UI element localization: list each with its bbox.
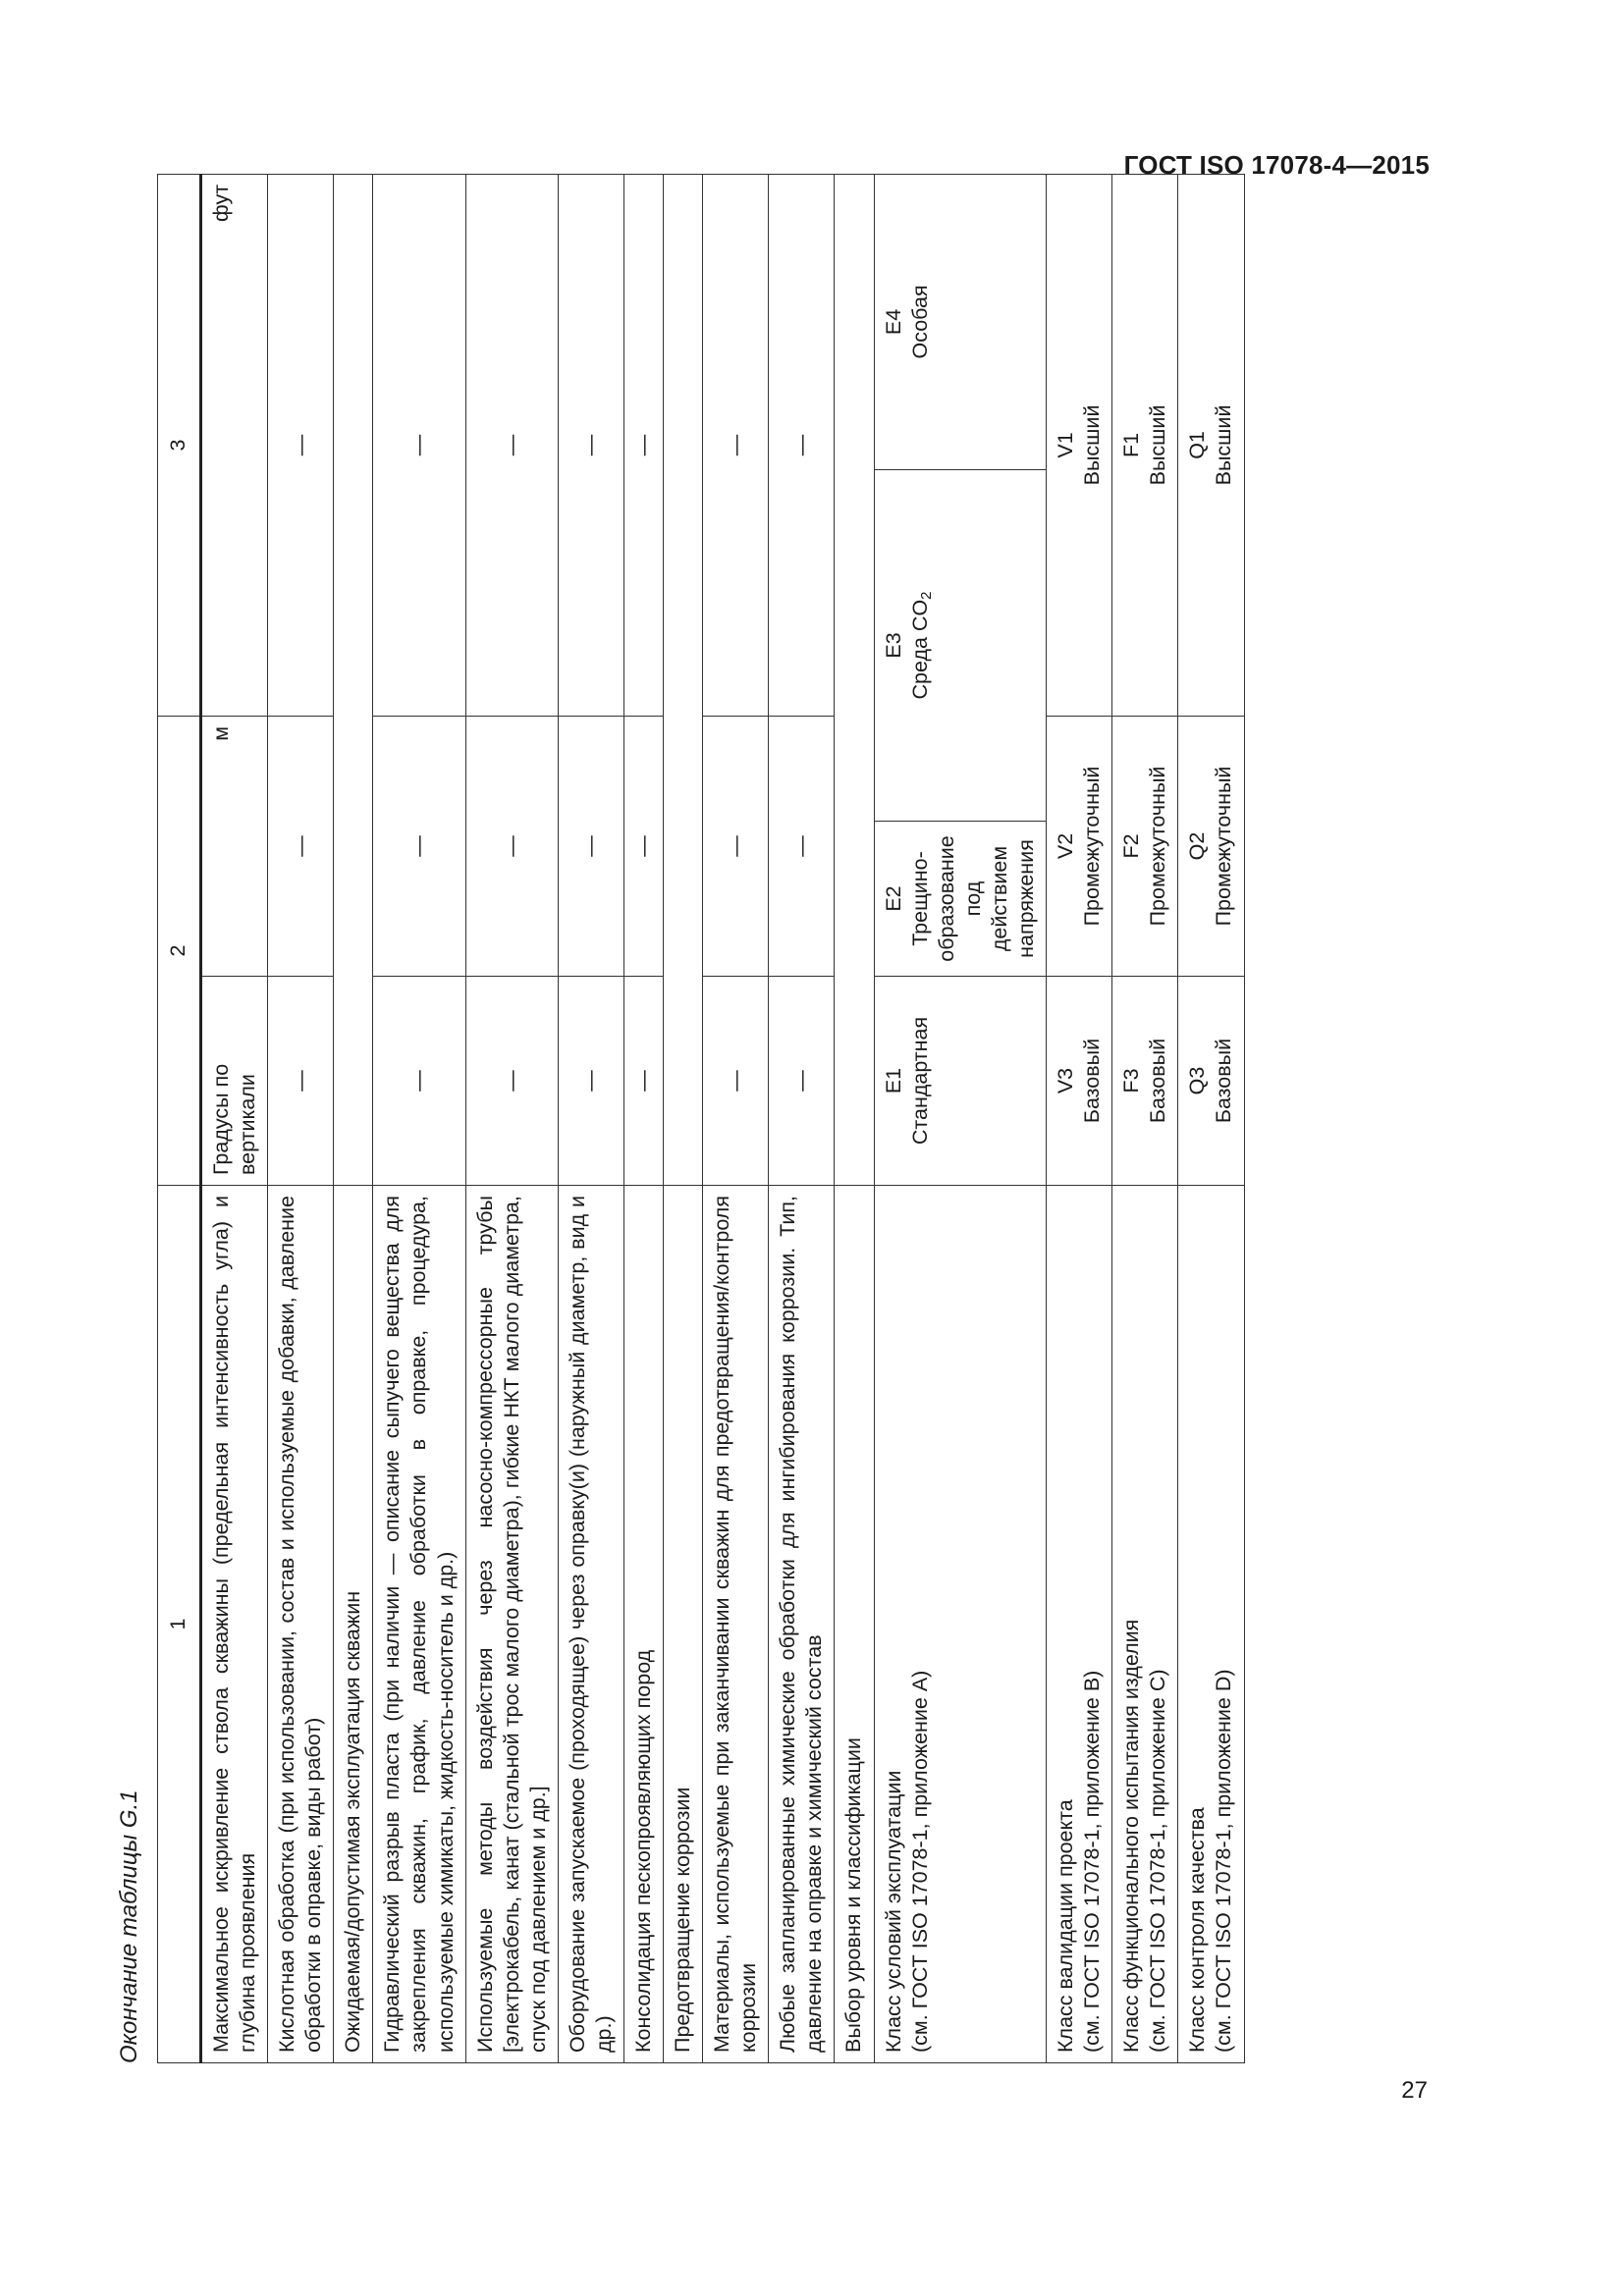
cell-dash: — [373, 716, 465, 976]
table-row [769, 174, 835, 2062]
grade-row [1112, 174, 1178, 2062]
section-title: Выбор уровня и классификации [835, 1186, 874, 2063]
section-title: Ожидаемая/допустимая эксплуатация скважин [334, 1186, 373, 2063]
cell-dash: — [268, 977, 334, 1186]
grade-highest: F1 Высший [1112, 174, 1178, 716]
cell-dash: — [624, 174, 664, 716]
section-row [835, 174, 874, 2062]
row-description: Используемые методы воздействия через насосно-компрессорные трубы [электрокабель, канат (стальной трос малого диаметра), гибкие НКТ малого диаметра, спуск под давлением и др.] [465, 1186, 558, 2063]
cell-dash: — [465, 174, 558, 716]
row-description: Оборудование запускаемое (проходящее) через оправку(и) (наружный диаметр, вид и др.) [558, 1186, 623, 2063]
service-class-description: Класс условий эксплуатации (см. ГОСТ ISO 17078-1, приложение А) [874, 1186, 1046, 2063]
service-class-e3-text: E3 Среда CO [881, 599, 932, 700]
table-caption: Окончание таблицы G.1 [116, 1789, 142, 2063]
row-description: Материалы, используемые при заканчивании скважин для предотвращения/контроля коррозии [703, 1186, 769, 2063]
cell-dash: — [465, 716, 558, 976]
table-row [465, 174, 558, 2062]
cell-dash: — [703, 716, 769, 976]
cell-dash: — [268, 716, 334, 976]
table-row [558, 174, 623, 2062]
page-number: 27 [1401, 2077, 1428, 2104]
cell-dash: — [769, 174, 835, 716]
cell-dash: — [624, 716, 664, 976]
row-description: Любые запланированные химические обработки для ингибирования коррозии. Тип, давление на оправке и химический состав [769, 1186, 835, 2063]
grade-description: Класс контроля качества (см. ГОСТ ISO 17078-1, приложение D) [1178, 1186, 1244, 2063]
section-row [664, 174, 703, 2062]
cell-dash: — [703, 977, 769, 1186]
table-header-row [158, 174, 201, 2062]
grade-description: Класс валидации проекта (см. ГОСТ ISO 17078-1, приложение В) [1047, 1186, 1112, 2063]
table-row [703, 174, 769, 2062]
document-header-title: ГОСТ ISO 17078-4—2015 [1123, 150, 1430, 180]
grade-base: V3 Базовый [1047, 977, 1112, 1186]
table-row [201, 174, 268, 2062]
grade-description: Класс функционального испытания изделия (см. ГОСТ ISO 17078-1, приложение С) [1112, 1186, 1178, 2063]
grade-base: F3 Базовый [1112, 977, 1178, 1186]
cell-dash: — [769, 977, 835, 1186]
table-row [268, 174, 334, 2062]
unit-degrees: Градусы по вертикали [201, 977, 268, 1186]
cell-dash: — [373, 977, 465, 1186]
grade-row [1047, 174, 1112, 2062]
column-header-1: 1 [158, 1186, 201, 2063]
row-description: Консолидация пескопроявляющих пород [624, 1186, 664, 2063]
cell-dash: — [558, 977, 623, 1186]
section-title: Предотвращение коррозии [664, 1186, 703, 2063]
cell-dash: — [465, 977, 558, 1186]
cell-dash: — [703, 174, 769, 716]
cell-dash: — [558, 174, 623, 716]
service-class-e3-subscript: 2 [917, 591, 935, 600]
column-header-3: 3 [158, 174, 201, 716]
cell-dash: — [268, 174, 334, 716]
cell-dash: — [624, 977, 664, 1186]
grade-highest: V1 Высший [1047, 174, 1112, 716]
table-g1 [157, 174, 1245, 2063]
service-class-e4: E4 Особая [874, 174, 1046, 469]
column-header-2: 2 [158, 716, 201, 1185]
row-description: Гидравлический разрыв пласта (при наличии — описание сыпучего вещества для закрепления скважин, график, давление обработки в оправке, процедура, используемые химикаты, жидкость-носитель и др.) [373, 1186, 465, 2063]
cell-dash: — [769, 716, 835, 976]
service-class-e3 [874, 469, 1046, 821]
table-row [373, 174, 465, 2062]
row-description: Максимальное искривление ствола скважины (предельная интенсивность угла) и глубина проявления [201, 1186, 268, 2063]
unit-meters: м [201, 716, 268, 976]
grade-intermediate: F2 Промежуточный [1112, 716, 1178, 976]
service-class-row [874, 174, 1046, 2062]
grade-row [1178, 174, 1244, 2062]
service-class-e1: E1 Стандартная [874, 977, 1046, 1186]
cell-dash: — [373, 174, 465, 716]
service-class-e2: E2 Трещино- образование под действием напряжения [874, 822, 1046, 977]
unit-feet: фут [201, 174, 268, 716]
section-row [334, 174, 373, 2062]
grade-base: Q3 Базовый [1178, 977, 1244, 1186]
grade-highest: Q1 Высший [1178, 174, 1244, 716]
grade-intermediate: Q2 Промежуточный [1178, 716, 1244, 976]
rotated-table-block [116, 175, 1335, 2063]
grade-intermediate: V2 Промежуточный [1047, 716, 1112, 976]
row-description: Кислотная обработка (при использовании, состав и используемые добавки, давление обработки в оправке, виды работ) [268, 1186, 334, 2063]
cell-dash: — [558, 716, 623, 976]
table-row [624, 174, 664, 2062]
